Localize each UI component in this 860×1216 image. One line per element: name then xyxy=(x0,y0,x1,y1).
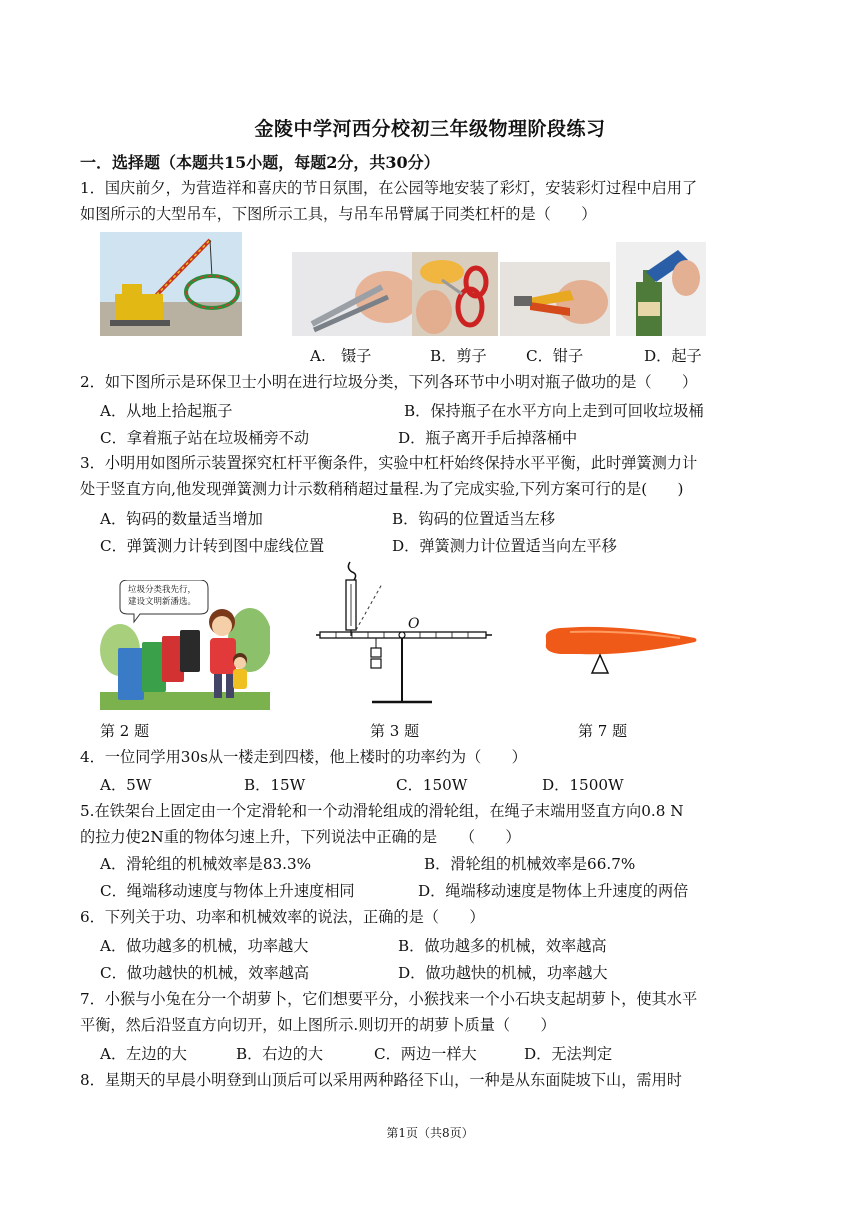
q7-stem-line-1: 7．小猴与小兔在分一个胡萝卜，它们想要平分，小猴找来一个小石块支起胡萝卜，使其水平 xyxy=(80,990,698,1008)
lever-pivot-label: O xyxy=(408,616,420,632)
q3-option-c: C．弹簧测力计转到图中虚线位置 xyxy=(100,537,325,555)
q8-stem: 8．星期天的早晨小明登到山顶后可以采用两种路径下山，一种是从东面陡坡下山，需用时 xyxy=(80,1071,682,1089)
tweezers-photo xyxy=(292,252,412,336)
bottle-opener-photo xyxy=(616,242,706,336)
q5-stem-line-2: 的拉力使2N重的物体匀速上升，下列说法中正确的是 （ ） xyxy=(80,828,521,846)
q6-option-c: C．做功越快的机械，效率越高 xyxy=(100,964,310,982)
q3-option-a: A．钩码的数量适当增加 xyxy=(100,510,263,528)
q5-option-d: D．绳端移动速度是物体上升速度的两倍 xyxy=(418,882,689,900)
q1-option-a: A. 镊子 xyxy=(310,347,372,365)
page-footer: 第1页（共8页） xyxy=(386,1126,474,1140)
q1-stem-line-1: 1．国庆前夕，为营造祥和喜庆的节日氛围，在公园等地安装了彩灯，安装彩灯过程中启用了 xyxy=(80,179,698,197)
q2-option-a: A．从地上拾起瓶子 xyxy=(100,402,233,420)
pliers-photo xyxy=(500,262,610,336)
speech-bubble-line-1: 垃圾分类我先行， xyxy=(128,585,197,595)
lever-apparatus-figure xyxy=(312,560,496,712)
q1-option-c: C．钳子 xyxy=(526,347,584,365)
q4-option-d: D．1500W xyxy=(542,776,624,794)
q7-option-a: A．左边的大 xyxy=(100,1045,187,1063)
q1-option-b: B．剪子 xyxy=(430,347,487,365)
q7-option-d: D．无法判定 xyxy=(524,1045,613,1063)
page-title: 金陵中学河西分校初三年级物理阶段练习 xyxy=(254,118,606,140)
q6-stem: 6．下列关于功、功率和机械效率的说法，正确的是（ ） xyxy=(80,908,485,926)
q1-option-d: D．起子 xyxy=(644,347,702,365)
q5-option-c: C．绳端移动速度与物体上升速度相同 xyxy=(100,882,355,900)
q6-option-b: B．做功越多的机械，效率越高 xyxy=(398,937,607,955)
q3-stem-line-2: 处于竖直方向,他发现弹簧测力计示数稍稍超过量程.为了完成实验,下列方案可行的是( ) xyxy=(80,480,684,498)
carrot-balance-figure xyxy=(540,618,700,676)
figure-7-caption: 第 7 题 xyxy=(578,722,628,740)
q7-stem-line-2: 平衡，然后沿竖直方向切开，如上图所示.则切开的胡萝卜质量（ ） xyxy=(80,1016,556,1034)
q6-option-d: D．做功越快的机械，功率越大 xyxy=(398,964,608,982)
q4-option-a: A．5W xyxy=(100,776,152,794)
q3-option-d: D．弹簧测力计位置适当向左平移 xyxy=(392,537,617,555)
q5-option-a: A．滑轮组的机械效率是83.3% xyxy=(100,855,312,873)
q4-option-b: B．15W xyxy=(244,776,306,794)
q2-option-c: C．拿着瓶子站在垃圾桶旁不动 xyxy=(100,429,310,447)
q3-option-b: B．钩码的位置适当左移 xyxy=(392,510,556,528)
q1-stem-line-2: 如图所示的大型吊车，下图所示工具，与吊车吊臂属于同类杠杆的是（ ） xyxy=(80,205,597,223)
q4-stem: 4．一位同学用30s从一楼走到四楼，他上楼时的功率约为（ ） xyxy=(80,748,527,766)
q2-stem: 2．如下图所示是环保卫士小明在进行垃圾分类，下列各环节中小明对瓶子做功的是（ ） xyxy=(80,373,698,391)
q5-option-b: B．滑轮组的机械效率是66.7% xyxy=(424,855,636,873)
q7-option-b: B．右边的大 xyxy=(236,1045,324,1063)
q4-option-c: C．150W xyxy=(396,776,468,794)
scissors-photo xyxy=(412,252,498,336)
q5-stem-line-1: 5.在铁架台上固定由一个定滑轮和一个动滑轮组成的滑轮组，在绳子末端用竖直方向0.8 N xyxy=(80,802,684,820)
garbage-sorting-figure xyxy=(100,580,270,710)
q2-option-d: D．瓶子离开手后掉落桶中 xyxy=(398,429,578,447)
q2-option-b: B．保持瓶子在水平方向上走到可回收垃圾桶 xyxy=(404,402,704,420)
speech-bubble-line-2: 建设文明新潘选。 xyxy=(128,597,197,607)
crane-photo xyxy=(100,232,242,336)
q6-option-a: A．做功越多的机械，功率越大 xyxy=(100,937,309,955)
figure-2-caption: 第 2 题 xyxy=(100,722,150,740)
figure-3-caption: 第 3 题 xyxy=(370,722,420,740)
q7-option-c: C．两边一样大 xyxy=(374,1045,477,1063)
q3-stem-line-1: 3．小明用如图所示装置探究杠杆平衡条件，实验中杠杆始终保持水平平衡，此时弹簧测力计 xyxy=(80,454,698,472)
section-heading: 一．选择题（本题共15小题，每题2分，共30分） xyxy=(80,153,440,172)
